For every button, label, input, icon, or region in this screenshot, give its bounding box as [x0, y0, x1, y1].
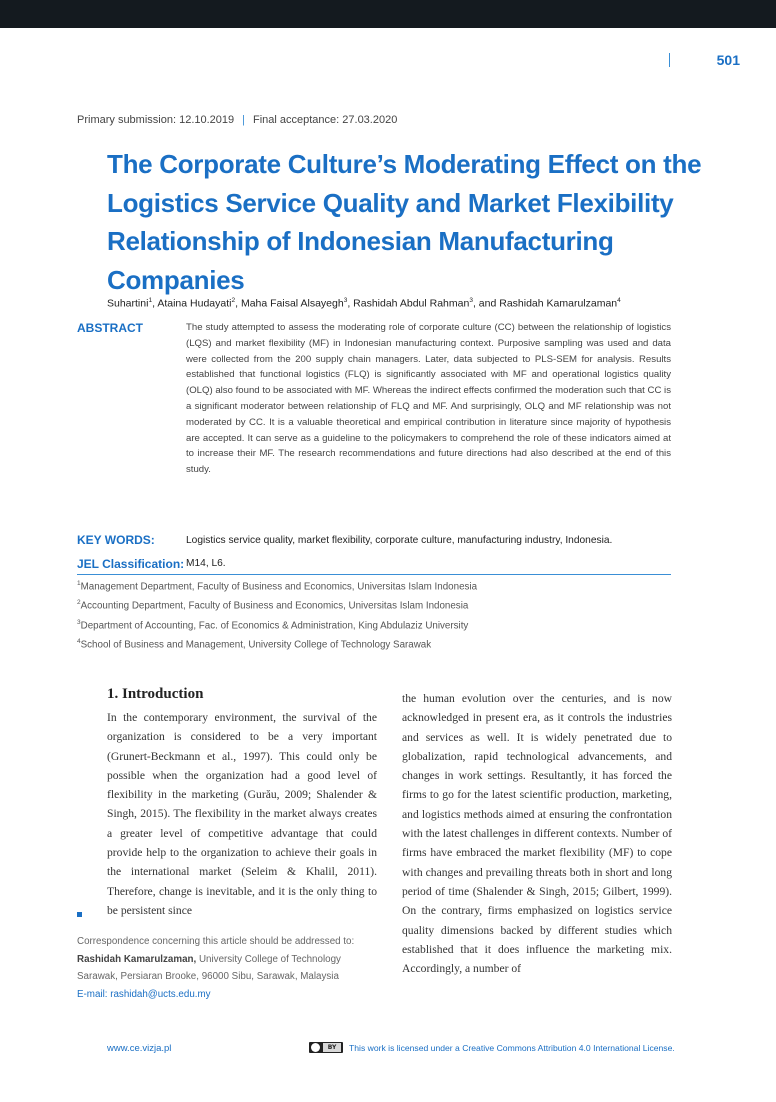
correspondence-intro: Correspondence concerning this article should be addressed to:	[77, 936, 355, 947]
abstract-text: The study attempted to assess the moderating role of corporate culture (CC) between the relationship of logistics (LQS) and market flexibility (MF) in Indonesian manufacturing context. Purposive sampling was used and data were collected from the 200 supply chain managers. Later, data subjected to PLS-SEM for analysis. Results established that functional logistics (FLQ) is significantly associated with MF and operational logistics quality (OLQ) also found to be associated with MF. Whereas the indirect effects confirmed the moderation such that CC is a significant moderator between relationship of FLQ and MF. And surprisingly, OLQ and MF relationship was not moderated by CC. It is a valuable theoretical and empirical contribution in literature since majority of hypothesis are accepted. It can serve as a guideline to the policymakers to comprehend the role of these indicators aimed at to increase their MF. The research recommendations and future directions had also described at the end of this study.	[186, 322, 671, 476]
article-title: The Corporate Culture’s Moderating Effect on the Logistics Service Quality and Market Flexibility Relationship of Indonesian Manufacturing Companies	[107, 149, 702, 295]
page-number-divider	[669, 53, 670, 67]
affiliation-list	[77, 576, 677, 653]
keywords-text: Logistics service quality, market flexibility, corporate culture, manufacturing industry, Indonesia.	[186, 535, 613, 546]
affiliation-mark: 4	[77, 637, 81, 645]
journal-url-link[interactable]: www.ce.vizja.pl	[107, 1043, 172, 1054]
cc-badge-text: BY	[323, 1043, 341, 1052]
author-affiliation-mark: 3	[343, 297, 348, 304]
affiliation-item	[77, 595, 677, 614]
author-name: Maha Faisal Alsayegh	[240, 297, 344, 310]
license-link[interactable]: This work is licensed under a Creative Commons Attribution 4.0 International License.	[349, 1043, 675, 1053]
affiliation-mark: 3	[77, 618, 81, 626]
correspondence-name: Rashidah Kamarulzaman,	[77, 953, 197, 965]
jel-label: JEL Classification:	[77, 557, 185, 571]
author-affiliation-mark: 1	[148, 297, 153, 304]
affiliation-mark: 1	[77, 580, 81, 587]
body-column-left: In the contemporary environment, the survival of the organization is considered to be a very important (Grunert-Beckmann et al., 1997). This could only be possible when the organization had a good level of flexibility in the marketing (Gurău, 2009; Shalender & Singh, 2015). The flexibility in the market always creates a greater level of competitive advantage that could provide help to the organization to achieve their goals in the international market (Seleim & Khalil, 2011). Therefore, change is inevitable, and it is the only thing to be persistent since	[107, 711, 377, 917]
jel-text: M14, L6.	[186, 558, 226, 569]
affiliation-mark: 2	[77, 599, 81, 607]
section-divider	[77, 574, 671, 575]
correspondence-email[interactable]: E-mail: rashidah@ucts.edu.my	[77, 988, 211, 1000]
author-name: Suhartini	[107, 297, 149, 310]
keywords-label: KEY WORDS:	[77, 533, 155, 547]
author-affiliation-mark: 2	[231, 297, 236, 304]
submission-separator: |	[242, 114, 245, 126]
square-bullet-icon	[77, 912, 82, 917]
author-name: Ataina Hudayati	[157, 297, 232, 310]
affiliation-item	[77, 615, 677, 634]
author-list: Suhartini$^1$, Ataina Hudayati$^2$, Maha Faisal Alsayegh$^3$, Rashidah Abdul Rahman$^3$, and Rashidah Kamarulzaman$^4$	[107, 297, 621, 310]
body-column-right: the human evolution over the centuries, and is now acknowledged in present era, as it controls the industries and services as well. It is widely penetrated due to globalization, rapid technological advancements, and changes in work settings. Resultantly, it has forced the firms to go for the latest scientific production, marketing, and logistics methods aimed at ensuring the confrontation with the latest challenges in different contexts. Number of firms have embraced the market flexibility (MF) to cope with changes and prevailing threats both in short and long period of time (Shalender & Singh, 2015; Gilbert, 1999). On the contrary, firms emphasized on logistics service quality dimensions backed by different studies which established that it does influence the marketing mix. Accordingly, a number of	[402, 692, 672, 976]
author-affiliation-mark: 3	[469, 297, 473, 304]
abstract-label: ABSTRACT	[77, 321, 143, 335]
creative-commons-icon[interactable]	[309, 1042, 343, 1053]
affiliation-text: Management Department, Faculty of Business and Economics, Universitas Islam Indonesia	[80, 581, 478, 593]
affiliation-item	[77, 634, 677, 653]
correspondence-note	[77, 933, 377, 1003]
primary-submission: Primary submission: 12.10.2019	[77, 114, 235, 126]
final-acceptance: Final acceptance: 27.03.2020	[253, 114, 398, 126]
top-banner	[0, 0, 776, 28]
affiliation-item	[77, 576, 677, 595]
affiliation-text: Department of Accounting, Fac. of Economics & Administration, King Abdulaziz University	[80, 619, 469, 631]
author-name: Rashidah Abdul Rahman	[353, 297, 470, 310]
submission-dates	[77, 114, 397, 126]
section-heading-introduction: 1. Introduction	[107, 686, 204, 702]
author-name: Rashidah Kamarulzaman	[499, 297, 618, 310]
page-number: 501	[716, 52, 740, 68]
affiliation-text: School of Business and Management, University College of Technology Sarawak	[80, 639, 432, 651]
correspondence-address: University College of Technology Sarawak, Persiaran Brooke, 96000 Sibu, Sarawak, Malaysia	[77, 953, 341, 982]
affiliation-text: Accounting Department, Faculty of Business and Economics, Universitas Islam Indonesia	[80, 600, 469, 612]
cc-circle-icon	[311, 1043, 320, 1052]
author-affiliation-mark: 4	[617, 297, 621, 304]
